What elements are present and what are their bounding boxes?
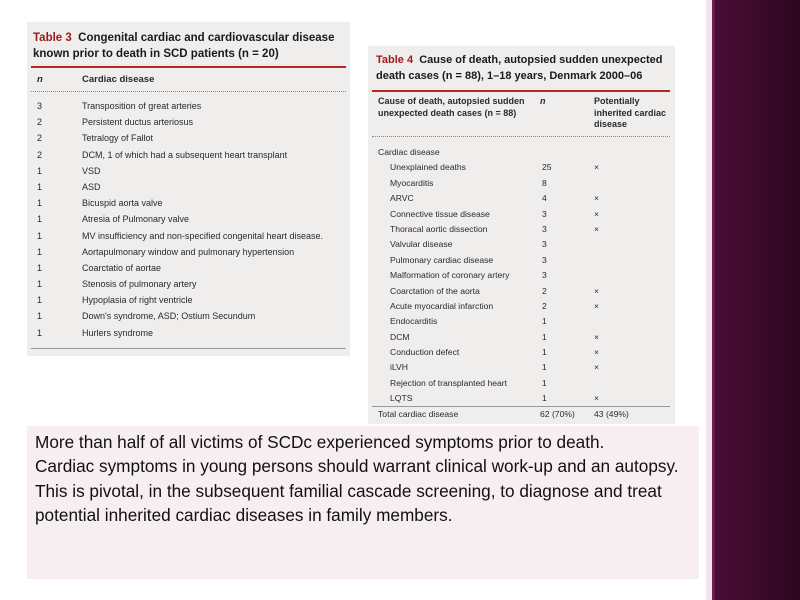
table-4-cell-n: 3 xyxy=(542,270,547,281)
table-3-row xyxy=(27,325,350,341)
table-4-cell-cause: Conduction defect xyxy=(390,347,460,358)
table-4-row xyxy=(368,176,675,191)
table-4-cell-n: 1 xyxy=(542,316,547,327)
table-3-bottom-rule xyxy=(31,348,346,349)
table-3-cell-n: 1 xyxy=(37,165,43,176)
table-3-cell-n: 2 xyxy=(37,149,43,160)
table-3-row xyxy=(27,276,350,292)
table-3-title: Congenital cardiac and cardiovascular disease known prior to death in SCD patients (n = 20) xyxy=(33,32,335,60)
table-3-cell-disease: Atresia of Pulmonary valve xyxy=(82,214,190,225)
table-3-cell-n: 2 xyxy=(37,117,43,128)
table-4-row xyxy=(368,237,675,252)
table-4-cell-inherited: × xyxy=(594,347,600,358)
table-3-cell-disease: Hurlers syndrome xyxy=(82,327,154,338)
table-4-row xyxy=(368,222,675,237)
table-4-row xyxy=(368,284,675,299)
table-3-cell-disease: Bicuspid aorta valve xyxy=(82,198,163,209)
table-4-row xyxy=(368,253,675,268)
table-4-total-label: Total cardiac disease xyxy=(378,409,459,419)
table-3-row xyxy=(27,228,350,244)
table-3-cell-n: 1 xyxy=(37,214,43,225)
table-3-row xyxy=(27,211,350,227)
table-4-header-rule xyxy=(372,136,670,137)
table-4-total-row xyxy=(368,407,675,422)
table-3-cell-disease: Transposition of great arteries xyxy=(82,101,202,111)
table-4-cell-cause: Rejection of transplanted heart xyxy=(390,377,508,388)
table-3-header-n: n xyxy=(37,74,43,85)
table-3-cell-n: 1 xyxy=(37,311,43,322)
table-4-header-inherited: Potentially inherited cardiac disease xyxy=(594,96,667,129)
table-4-cell-cause: Connective tissue disease xyxy=(390,208,490,219)
table-4-cell-inherited: × xyxy=(594,223,600,234)
table-4-row xyxy=(368,191,675,206)
table-4-cell-inherited: × xyxy=(594,331,600,342)
table-3-row xyxy=(27,114,350,130)
table-3-row xyxy=(27,244,350,260)
table-4-cell-inherited: × xyxy=(594,208,600,219)
table-3-cell-disease: Aortapulmonary window and pulmonary hypertension xyxy=(82,246,295,257)
table-4-cell-cause: Myocarditis xyxy=(390,177,434,188)
table-4-row xyxy=(368,145,675,160)
table-4-cell-n: 3 xyxy=(542,223,547,234)
table-4-cell-inherited: × xyxy=(594,193,600,204)
table-4-title: Cause of death, autopsied sudden unexpected death cases (n = 88), 1–18 years, Denmark 2000–06 xyxy=(376,54,663,82)
table-4-caption xyxy=(376,52,676,84)
table-3-cell-disease: DCM, 1 of which had a subsequent heart transplant xyxy=(82,149,288,160)
table-4-cell-n: 25 xyxy=(542,162,552,173)
table-3-cell-disease: Down's syndrome, ASD; Ostium Secundum xyxy=(82,311,256,322)
table-4-row xyxy=(368,376,675,391)
table-4-cell-n: 4 xyxy=(542,193,547,204)
table-4-cell-cause: Malformation of coronary artery xyxy=(390,270,510,281)
table-4-row xyxy=(368,360,675,375)
table-3-cell-disease: MV insufficiency and non-specified congenital heart disease. xyxy=(82,230,323,241)
summary-line-1: More than half of all victims of SCDc experienced symptoms prior to death. xyxy=(35,432,605,452)
table-4-cell-n: 3 xyxy=(542,208,547,219)
table-4-body xyxy=(368,145,675,407)
table-3-body xyxy=(27,98,350,341)
table-3-number: Table 3 xyxy=(33,32,72,44)
table-3-cell-n: 1 xyxy=(37,246,43,257)
table-3-cell-n: 1 xyxy=(37,230,43,241)
table-4-number: Table 4 xyxy=(376,54,414,66)
table-3-cell-disease: Persistent ductus arteriosus xyxy=(82,117,194,128)
table-4-cell-n: 2 xyxy=(542,300,547,311)
table-3-cell-disease: Stenosis of pulmonary artery xyxy=(82,279,197,290)
table-3-cell-n: 1 xyxy=(37,198,43,209)
table-4-row xyxy=(368,314,675,329)
table-4-cell-n: 1 xyxy=(542,377,547,388)
table-3-cell-n: 2 xyxy=(37,133,43,144)
table-4-cell-n: 1 xyxy=(542,331,547,342)
table-4-cell-cause: Acute myocardial infarction xyxy=(390,300,494,311)
table-4-cell-inherited: × xyxy=(594,162,600,173)
table-4-row xyxy=(368,207,675,222)
table-4-cell-cause: ARVC xyxy=(390,193,414,204)
summary-line-3: This is pivotal, in the subsequent familial cascade screening, to diagnose and treat potential inherited cardiac diseases in family members. xyxy=(35,480,662,525)
table-3-cell-disease: Coarctatio of aortae xyxy=(82,262,162,273)
table-3-cell-n: 1 xyxy=(37,279,43,290)
table-3-row xyxy=(27,308,350,324)
table-4-cell-cause: DCM xyxy=(390,331,410,342)
table-3-cell-disease: ASD xyxy=(82,181,101,192)
table-4-image xyxy=(368,46,675,424)
table-4-top-rule xyxy=(372,90,670,92)
table-4-total-n: 62 (70%) xyxy=(540,409,575,419)
table-4-cell-cause: Endocarditis xyxy=(390,316,438,327)
table-4-cell-cause: Coarctation of the aorta xyxy=(390,285,480,296)
table-4-cell-n: 1 xyxy=(542,347,547,358)
table-3-cell-n: 3 xyxy=(37,101,43,111)
table-4-cell-n: 8 xyxy=(542,177,547,188)
table-4-row xyxy=(368,391,675,406)
table-4-cell-cause: Thoracal aortic dissection xyxy=(390,223,488,234)
table-4-cell-n: 3 xyxy=(542,239,547,250)
table-3-image xyxy=(27,22,350,356)
table-3-top-rule xyxy=(31,66,346,68)
table-4-cell-inherited: × xyxy=(594,393,600,404)
table-4-cell-cause: Pulmonary cardiac disease xyxy=(390,254,494,265)
table-3-header-rule xyxy=(31,91,346,92)
summary-line-2: Cardiac symptoms in young persons should warrant clinical work-up and an autopsy. xyxy=(35,456,679,477)
table-3-row xyxy=(27,163,350,179)
table-3-cell-n: 1 xyxy=(37,262,43,273)
table-4-cell-n: 1 xyxy=(542,362,547,373)
table-4-row xyxy=(368,160,675,175)
table-3-cell-disease: VSD xyxy=(82,165,101,176)
table-4-cell-inherited: × xyxy=(594,300,600,311)
table-3-row xyxy=(27,292,350,308)
table-4-cell-cause: Cardiac disease xyxy=(378,147,440,157)
table-4-header-n: n xyxy=(540,96,546,106)
table-3-cell-n: 1 xyxy=(37,327,43,338)
summary-text-box xyxy=(27,426,699,579)
table-3-caption xyxy=(33,30,348,62)
table-4-row xyxy=(368,268,675,283)
table-4-cell-cause: iLVH xyxy=(390,362,408,373)
table-3-cell-n: 1 xyxy=(37,181,43,192)
slide-decorative-band xyxy=(712,0,800,600)
table-3-cell-disease: Tetralogy of Fallot xyxy=(82,133,154,144)
table-3-row xyxy=(27,98,350,114)
table-4-row xyxy=(368,330,675,345)
table-3-row xyxy=(27,260,350,276)
table-4-row xyxy=(368,345,675,360)
table-4-cell-cause: LQTS xyxy=(390,393,413,404)
table-4-cell-inherited: × xyxy=(594,362,600,373)
table-4-cell-cause: Unexplained deaths xyxy=(390,162,466,173)
table-3-cell-n: 1 xyxy=(37,295,43,306)
table-3-row xyxy=(27,130,350,146)
table-4-cell-n: 3 xyxy=(542,254,547,265)
table-4-total-inherited: 43 (49%) xyxy=(594,409,629,419)
table-4-cell-inherited: × xyxy=(594,285,600,296)
table-4-cell-cause: Valvular disease xyxy=(390,239,453,250)
table-3-cell-disease: Hypoplasia of right ventricle xyxy=(82,295,193,306)
table-4-row xyxy=(368,299,675,314)
table-4-cell-n: 1 xyxy=(542,393,547,404)
table-3-row xyxy=(27,179,350,195)
table-4-header-cause: Cause of death, autopsied sudden unexpected death cases (n = 88) xyxy=(378,96,525,118)
table-3-row xyxy=(27,147,350,163)
table-4-cell-n: 2 xyxy=(542,285,547,296)
table-3-header-disease: Cardiac disease xyxy=(82,74,155,85)
table-3-row xyxy=(27,195,350,211)
